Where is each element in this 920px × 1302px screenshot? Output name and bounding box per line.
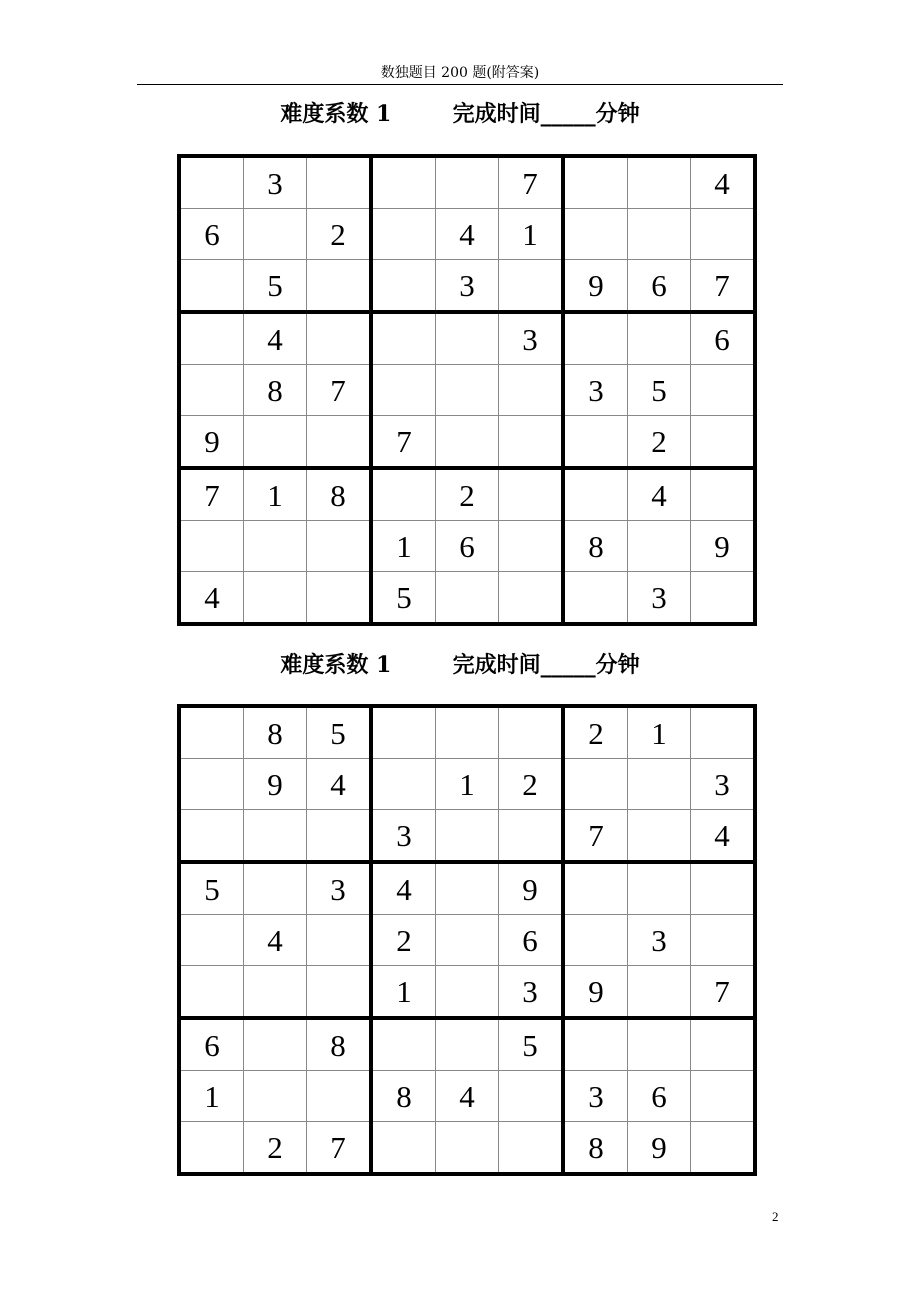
sudoku-cell[interactable] [244,521,307,572]
page-number: 2 [772,1209,779,1224]
sudoku-cell[interactable]: 6 [628,1071,691,1122]
sudoku-cell[interactable] [691,468,756,521]
sudoku-cell[interactable] [307,1071,372,1122]
grid-row [179,862,755,915]
sudoku-cell[interactable] [691,862,756,915]
sudoku-cell[interactable]: 2 [307,209,372,260]
sudoku-cell[interactable] [371,312,436,365]
sudoku-cell[interactable]: 8 [244,365,307,416]
sudoku-cell[interactable]: 7 [563,810,628,863]
sudoku-cell[interactable] [436,1122,499,1175]
grid-row [179,156,755,209]
grid-row [179,312,755,365]
sudoku-cell[interactable]: 3 [563,365,628,416]
sudoku-cell[interactable] [563,209,628,260]
sudoku-cell[interactable]: 9 [244,759,307,810]
sudoku-cell[interactable]: 2 [371,915,436,966]
sudoku-cell[interactable] [563,312,628,365]
sudoku-cell[interactable] [179,810,244,863]
sudoku-cell[interactable] [307,521,372,572]
sudoku-cell[interactable] [691,1122,756,1175]
sudoku-cell[interactable]: 7 [499,156,564,209]
sudoku-cell[interactable] [499,521,564,572]
sudoku-cell[interactable] [691,915,756,966]
sudoku-cell[interactable] [179,365,244,416]
sudoku-cell[interactable] [563,1018,628,1071]
grid-row [179,966,755,1019]
sudoku-cell[interactable] [691,209,756,260]
sudoku-cell[interactable]: 1 [371,521,436,572]
header-rule [137,84,783,85]
sudoku-cell[interactable]: 7 [179,468,244,521]
puzzle-2-heading: 难度系数 1 完成时间_____分钟 [280,652,640,678]
sudoku-cell[interactable]: 3 [628,572,691,625]
sudoku-cell[interactable] [371,260,436,313]
sudoku-cell[interactable] [436,915,499,966]
sudoku-cell[interactable] [371,1018,436,1071]
sudoku-cell[interactable] [371,365,436,416]
sudoku-cell[interactable] [244,966,307,1019]
sudoku-cell[interactable]: 2 [563,706,628,759]
sudoku-cell[interactable] [628,156,691,209]
sudoku-cell[interactable]: 4 [244,312,307,365]
sudoku-cell[interactable]: 1 [179,1071,244,1122]
sudoku-cell[interactable]: 2 [436,468,499,521]
sudoku-cell[interactable]: 4 [691,810,756,863]
sudoku-cell[interactable] [628,810,691,863]
sudoku-cell[interactable]: 1 [628,706,691,759]
sudoku-cell[interactable]: 1 [244,468,307,521]
sudoku-grid-2 [177,704,757,1176]
sudoku-cell[interactable] [179,915,244,966]
grid-row [179,706,755,759]
sudoku-cell[interactable] [563,156,628,209]
sudoku-cell[interactable]: 5 [179,862,244,915]
sudoku-cell[interactable]: 4 [179,572,244,625]
sudoku-cell[interactable] [436,862,499,915]
sudoku-cell[interactable]: 3 [691,759,756,810]
sudoku-cell[interactable] [179,521,244,572]
sudoku-cell[interactable]: 1 [436,759,499,810]
sudoku-cell[interactable]: 9 [499,862,564,915]
sudoku-cell[interactable] [436,966,499,1019]
grid-row [179,260,755,313]
sudoku-cell[interactable]: 9 [563,966,628,1019]
sudoku-cell[interactable]: 6 [179,1018,244,1071]
sudoku-cell[interactable] [436,416,499,469]
sudoku-cell[interactable]: 4 [371,862,436,915]
grid-row [179,759,755,810]
sudoku-cell[interactable] [371,759,436,810]
sudoku-cell[interactable]: 6 [628,260,691,313]
sudoku-cell[interactable]: 1 [371,966,436,1019]
sudoku-cell[interactable] [499,260,564,313]
sudoku-cell[interactable] [436,312,499,365]
sudoku-cell[interactable]: 3 [628,915,691,966]
running-header: 数独题目 200 题(附答案) [380,65,540,81]
sudoku-cell[interactable]: 8 [307,468,372,521]
sudoku-cell[interactable]: 9 [628,1122,691,1175]
sudoku-cell[interactable] [244,1018,307,1071]
sudoku-cell[interactable] [371,1122,436,1175]
sudoku-cell[interactable] [499,1122,564,1175]
sudoku-cell[interactable] [499,468,564,521]
sudoku-cell[interactable] [436,810,499,863]
sudoku-cell[interactable]: 3 [307,862,372,915]
grid-row [179,572,755,625]
sudoku-cell[interactable] [371,706,436,759]
sudoku-cell[interactable] [691,572,756,625]
sudoku-cell[interactable] [628,209,691,260]
sudoku-cell[interactable] [691,416,756,469]
sudoku-cell[interactable]: 7 [691,966,756,1019]
sudoku-cell[interactable]: 5 [307,706,372,759]
sudoku-cell[interactable] [436,1018,499,1071]
sudoku-cell[interactable] [691,706,756,759]
sudoku-cell[interactable] [244,1071,307,1122]
sudoku-grid-1 [177,154,757,626]
sudoku-cell[interactable] [307,810,372,863]
sudoku-cell[interactable]: 4 [244,915,307,966]
sudoku-cell[interactable] [244,862,307,915]
sudoku-cell[interactable] [628,1018,691,1071]
sudoku-cell[interactable] [499,1071,564,1122]
sudoku-cell[interactable] [628,521,691,572]
sudoku-cell[interactable]: 6 [436,521,499,572]
sudoku-cell[interactable]: 1 [499,209,564,260]
sudoku-cell[interactable] [179,312,244,365]
grid-row [179,521,755,572]
sudoku-cell[interactable]: 4 [691,156,756,209]
sudoku-cell[interactable] [436,365,499,416]
sudoku-cell[interactable] [244,810,307,863]
sudoku-cell[interactable]: 5 [628,365,691,416]
sudoku-cell[interactable] [244,209,307,260]
sudoku-cell[interactable]: 3 [244,156,307,209]
sudoku-cell[interactable]: 2 [499,759,564,810]
sudoku-cell[interactable] [628,759,691,810]
sudoku-cell[interactable]: 8 [563,1122,628,1175]
sudoku-cell[interactable] [307,915,372,966]
sudoku-cell[interactable] [371,468,436,521]
sudoku-cell[interactable] [179,260,244,313]
sudoku-cell[interactable]: 6 [179,209,244,260]
puzzle-1-heading: 难度系数 1 完成时间_____分钟 [280,101,640,127]
sudoku-cell[interactable] [244,572,307,625]
sudoku-cell[interactable]: 7 [691,260,756,313]
sudoku-cell[interactable] [628,966,691,1019]
sudoku-cell[interactable] [179,1122,244,1175]
grid-row [179,810,755,863]
grid-row [179,365,755,416]
sudoku-cell[interactable]: 3 [563,1071,628,1122]
sudoku-cell[interactable] [499,706,564,759]
grid-row [179,1018,755,1071]
sudoku-cell[interactable]: 8 [244,706,307,759]
grid-row [179,416,755,469]
sudoku-cell[interactable] [563,759,628,810]
sudoku-cell[interactable] [563,416,628,469]
sudoku-cell[interactable] [563,468,628,521]
sudoku-cell[interactable]: 7 [371,416,436,469]
sudoku-cell[interactable]: 4 [307,759,372,810]
grid-row [179,1071,755,1122]
sudoku-cell[interactable] [307,156,372,209]
sudoku-cell[interactable]: 4 [628,468,691,521]
sudoku-cell[interactable]: 2 [628,416,691,469]
sudoku-cell[interactable]: 5 [499,1018,564,1071]
sudoku-cell[interactable] [371,156,436,209]
sudoku-cell[interactable]: 2 [244,1122,307,1175]
sudoku-cell[interactable] [499,810,564,863]
sudoku-cell[interactable] [563,572,628,625]
sudoku-cell[interactable]: 9 [691,521,756,572]
sudoku-cell[interactable] [499,416,564,469]
sudoku-cell[interactable] [436,156,499,209]
sudoku-cell[interactable] [307,312,372,365]
sudoku-cell[interactable]: 7 [307,365,372,416]
sudoku-cell[interactable]: 6 [691,312,756,365]
sudoku-cell[interactable]: 8 [371,1071,436,1122]
sudoku-cell[interactable] [628,862,691,915]
grid-row [179,1122,755,1175]
sudoku-cell[interactable] [563,915,628,966]
sudoku-cell[interactable]: 3 [371,810,436,863]
sudoku-cell[interactable]: 3 [499,312,564,365]
sudoku-cell[interactable] [436,706,499,759]
grid-row [179,209,755,260]
sudoku-cell[interactable]: 4 [436,209,499,260]
sudoku-cell[interactable]: 6 [499,915,564,966]
sudoku-cell[interactable]: 5 [371,572,436,625]
sudoku-cell[interactable] [563,862,628,915]
sudoku-cell[interactable] [307,966,372,1019]
sudoku-cell[interactable] [499,572,564,625]
sudoku-cell[interactable] [307,416,372,469]
sudoku-cell[interactable] [691,1071,756,1122]
grid-row [179,468,755,521]
grid-row [179,915,755,966]
sudoku-cell[interactable] [436,572,499,625]
sudoku-cell[interactable] [179,706,244,759]
sudoku-cell[interactable] [499,365,564,416]
sudoku-cell[interactable]: 9 [179,416,244,469]
sudoku-cell[interactable]: 5 [244,260,307,313]
sudoku-cell[interactable] [307,572,372,625]
sudoku-cell[interactable] [307,260,372,313]
sudoku-cell[interactable]: 7 [307,1122,372,1175]
sudoku-cell[interactable]: 8 [563,521,628,572]
sudoku-cell[interactable] [691,365,756,416]
sudoku-cell[interactable]: 4 [436,1071,499,1122]
sudoku-cell[interactable] [179,156,244,209]
sudoku-cell[interactable]: 8 [307,1018,372,1071]
sudoku-cell[interactable]: 3 [499,966,564,1019]
sudoku-cell[interactable] [179,759,244,810]
sudoku-cell[interactable] [244,416,307,469]
sudoku-cell[interactable] [179,966,244,1019]
sudoku-cell[interactable] [691,1018,756,1071]
sudoku-cell[interactable]: 9 [563,260,628,313]
sudoku-cell[interactable] [628,312,691,365]
sudoku-cell[interactable] [371,209,436,260]
sudoku-cell[interactable]: 3 [436,260,499,313]
